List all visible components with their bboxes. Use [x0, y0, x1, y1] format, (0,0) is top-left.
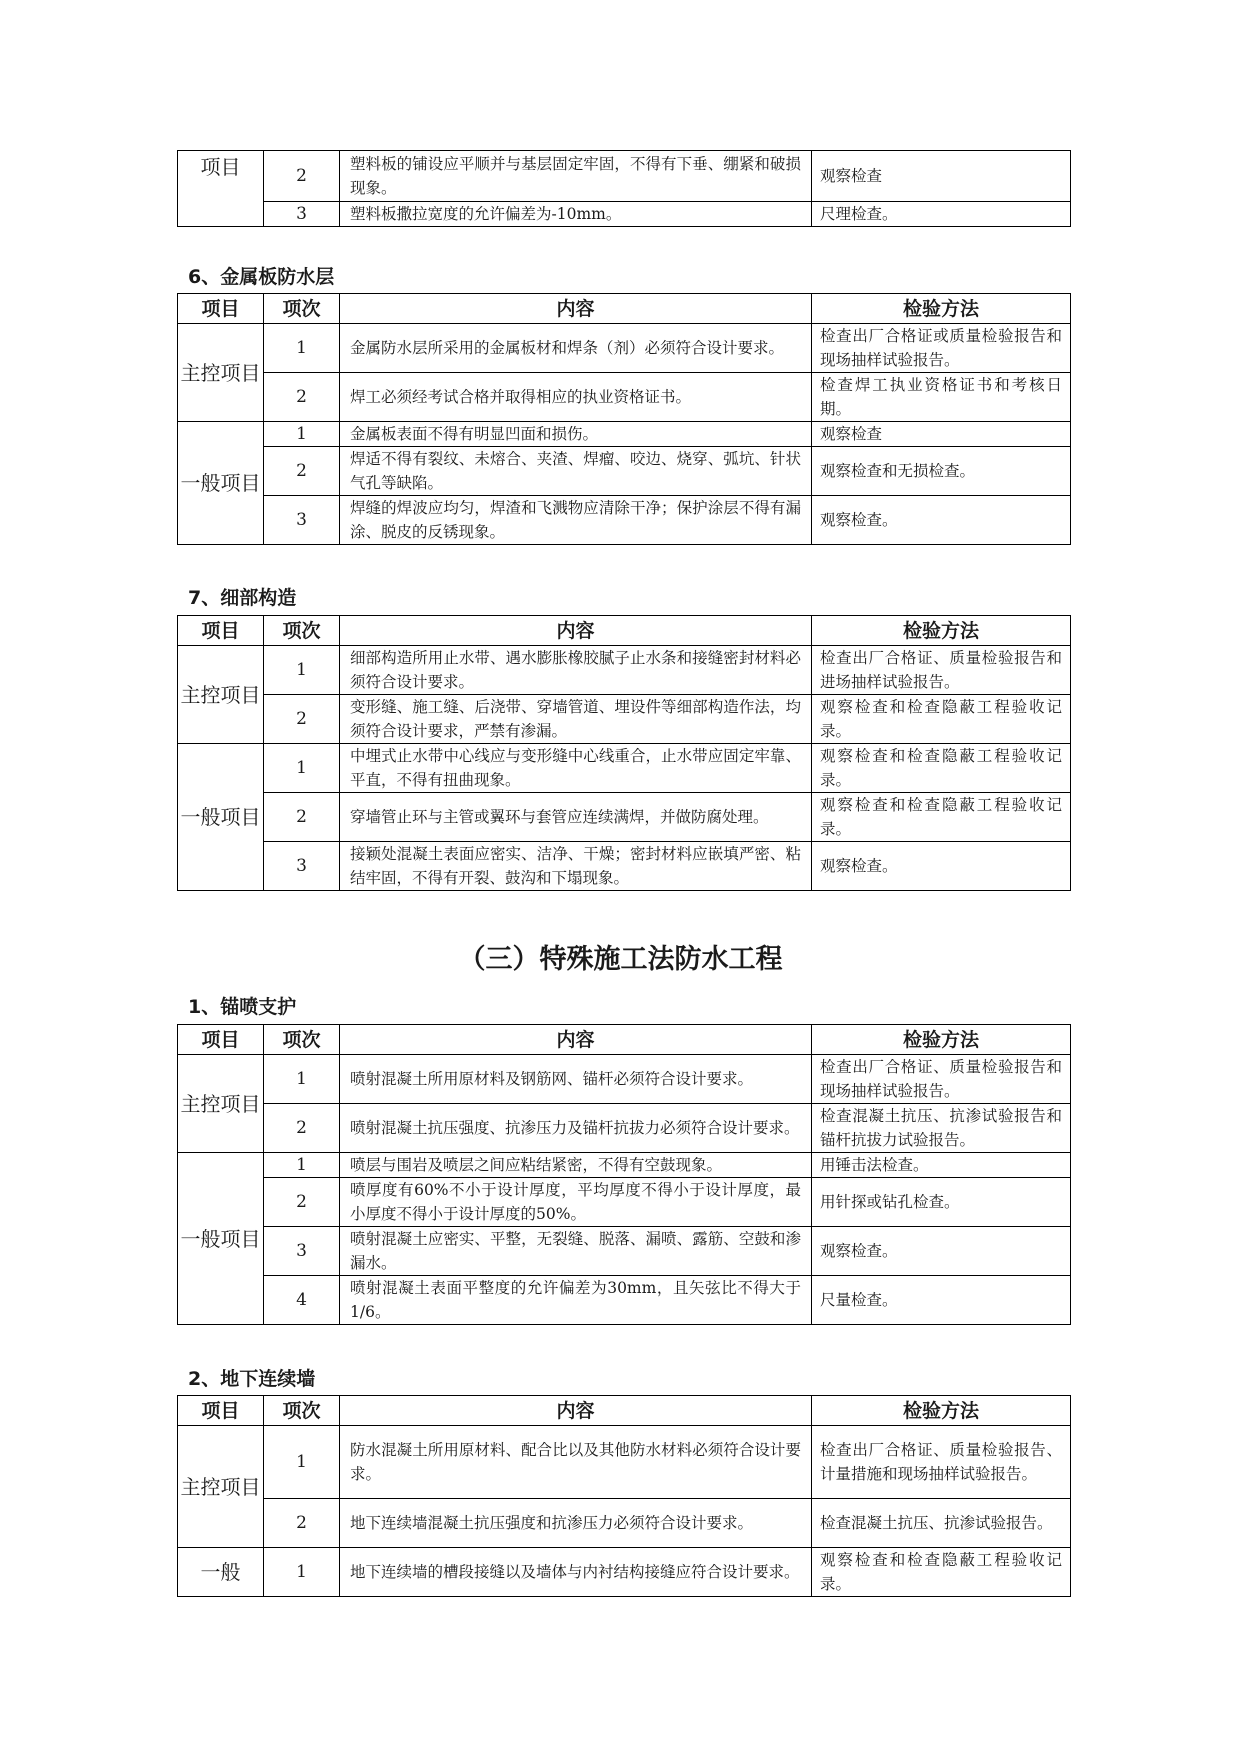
metal-plate-table-block: [177, 293, 1070, 545]
header-item: 项目: [178, 294, 264, 324]
item-method: 用针探或钻孔检查。: [812, 1178, 1071, 1227]
item-number: 1: [264, 324, 340, 373]
detail-construction-table: [177, 615, 1071, 891]
header-content: 内容: [340, 616, 812, 646]
category-cell: 主控项目: [178, 1426, 264, 1548]
item-number: 3: [264, 496, 340, 545]
item-method: 观察检查。: [812, 1227, 1071, 1276]
item-number: 3: [264, 1227, 340, 1276]
category-cell: 主控项目: [178, 324, 264, 422]
item-method: 观察检查和检查隐蔽工程验收记录。: [812, 695, 1071, 744]
category-cell: 一般项目: [178, 1153, 264, 1325]
table-row: [178, 842, 1071, 891]
table-row: [178, 1426, 1071, 1499]
item-content: 喷射混凝土应密实、平整，无裂缝、脱落、漏喷、露筋、空鼓和渗漏水。: [340, 1227, 812, 1276]
category-cell: 主控项目: [178, 646, 264, 744]
item-method: 观察检查。: [812, 496, 1071, 545]
table-header-row: [178, 294, 1071, 324]
header-item: 项目: [178, 616, 264, 646]
item-number: 3: [264, 842, 340, 891]
item-number: 4: [264, 1276, 340, 1325]
item-method: 观察检查。: [812, 842, 1071, 891]
item-content: 防水混凝土所用原材料、配合比以及其他防水材料必须符合设计要求。: [340, 1426, 812, 1499]
header-method: 检验方法: [812, 1025, 1071, 1055]
item-number: 1: [264, 744, 340, 793]
item-content: 塑料板的铺设应平顺并与基层固定牢固，不得有下垂、绷紧和破损现象。: [340, 151, 812, 202]
item-content: 接颖处混凝土表面应密实、洁净、干燥；密封材料应嵌填严密、粘结牢固，不得有开裂、鼓沟和下塌现象。: [340, 842, 812, 891]
item-content: 地下连续墙的槽段接缝以及墙体与内衬结构接缝应符合设计要求。: [340, 1548, 812, 1597]
diaphragm-wall-table-block: [177, 1395, 1070, 1597]
table-row: [178, 373, 1071, 422]
table-row: [178, 1104, 1071, 1153]
table-row: [178, 646, 1071, 695]
table-row: [178, 1178, 1071, 1227]
continued-table: [177, 150, 1071, 227]
detail-construction-table-block: [177, 615, 1070, 891]
item-content: 喷射混凝土所用原材料及钢筋网、锚杆必须符合设计要求。: [340, 1055, 812, 1104]
metal-plate-table: [177, 293, 1071, 545]
item-number: 1: [264, 646, 340, 695]
item-number: 2: [264, 447, 340, 496]
category-cell: 主控项目: [178, 1055, 264, 1153]
item-method: 用锤击法检查。: [812, 1153, 1071, 1178]
item-content: 变形缝、施工缝、后浇带、穿墙管道、埋设件等细部构造作法，均须符合设计要求，严禁有渗漏。: [340, 695, 812, 744]
header-content: 内容: [340, 294, 812, 324]
item-method: 检查出厂合格证、质量检验报告和进场抽样试验报告。: [812, 646, 1071, 695]
section-heading: 7、细部构造: [188, 587, 297, 609]
item-number: 2: [264, 695, 340, 744]
header-method: 检验方法: [812, 294, 1071, 324]
item-method: 检查出厂合格证、质量检验报告、计量措施和现场抽样试验报告。: [812, 1426, 1071, 1499]
shotcrete-table-block: [177, 1024, 1070, 1325]
item-method: 检查出厂合格证或质量检验报告和现场抽样试验报告。: [812, 324, 1071, 373]
table-row: [178, 1153, 1071, 1178]
table-header-row: [178, 1396, 1071, 1426]
table-header-row: [178, 616, 1071, 646]
shotcrete-table: [177, 1024, 1071, 1325]
category-cell: 一般项目: [178, 744, 264, 891]
item-number: 3: [264, 202, 340, 227]
table-header-row: [178, 1025, 1071, 1055]
item-number: 1: [264, 422, 340, 447]
table-row: [178, 447, 1071, 496]
item-content: 穿墙管止环与主管或翼环与套管应连续满焊，并做防腐处理。: [340, 793, 812, 842]
header-seq: 项次: [264, 1396, 340, 1426]
item-content: 喷层与围岩及喷层之间应粘结紧密，不得有空鼓现象。: [340, 1153, 812, 1178]
item-method: 检查混凝土抗压、抗渗试验报告。: [812, 1499, 1071, 1548]
table-row: [178, 202, 1071, 227]
item-number: 2: [264, 151, 340, 202]
item-content: 中埋式止水带中心线应与变形缝中心线重合，止水带应固定牢靠、平直，不得有扭曲现象。: [340, 744, 812, 793]
table-row: [178, 151, 1071, 202]
table-row: [178, 1499, 1071, 1548]
header-seq: 项次: [264, 294, 340, 324]
section-heading: 2、地下连续墙: [188, 1368, 316, 1390]
category-cell: 一般项目: [178, 422, 264, 545]
item-method: 观察检查和无损检查。: [812, 447, 1071, 496]
item-method: 尺量检查。: [812, 1276, 1071, 1325]
item-number: 1: [264, 1426, 340, 1499]
section-heading: 1、锚喷支护: [188, 996, 297, 1018]
table-row: [178, 1276, 1071, 1325]
header-method: 检验方法: [812, 616, 1071, 646]
diaphragm-wall-table: [177, 1395, 1071, 1597]
table-row: [178, 744, 1071, 793]
item-method: 观察检查和检查隐蔽工程验收记录。: [812, 1548, 1071, 1597]
table-row: [178, 422, 1071, 447]
header-seq: 项次: [264, 1025, 340, 1055]
table-row: [178, 695, 1071, 744]
table-row: [178, 324, 1071, 373]
section-heading: 6、金属板防水层: [188, 266, 335, 288]
item-content: 喷射混凝土抗压强度、抗渗压力及锚杆抗拔力必须符合设计要求。: [340, 1104, 812, 1153]
item-method: 尺理检查。: [812, 202, 1071, 227]
item-content: 金属防水层所采用的金属板材和焊条（剂）必须符合设计要求。: [340, 324, 812, 373]
item-content: 塑料板撒拉宽度的允许偏差为-10mm。: [340, 202, 812, 227]
item-number: 2: [264, 1499, 340, 1548]
item-number: 2: [264, 373, 340, 422]
header-item: 项目: [178, 1025, 264, 1055]
item-method: 观察检查和检查隐蔽工程验收记录。: [812, 744, 1071, 793]
category-cell: 项目: [178, 151, 264, 227]
item-content: 焊工必须经考试合格并取得相应的执业资格证书。: [340, 373, 812, 422]
item-number: 1: [264, 1055, 340, 1104]
table-row: [178, 1548, 1071, 1597]
item-method: 观察检查: [812, 422, 1071, 447]
item-number: 2: [264, 793, 340, 842]
table-row: [178, 1227, 1071, 1276]
header-content: 内容: [340, 1025, 812, 1055]
continued-table-block: [177, 150, 1070, 227]
item-method: 检查混凝土抗压、抗渗试验报告和锚杆抗拔力试验报告。: [812, 1104, 1071, 1153]
item-content: 喷厚度有60%不小于设计厚度，平均厚度不得小于设计厚度，最小厚度不得小于设计厚度的50%。: [340, 1178, 812, 1227]
item-content: 地下连续墙混凝土抗压强度和抗渗压力必须符合设计要求。: [340, 1499, 812, 1548]
header-content: 内容: [340, 1396, 812, 1426]
item-number: 1: [264, 1548, 340, 1597]
item-method: 观察检查: [812, 151, 1071, 202]
section-title: （三）特殊施工法防水工程: [458, 944, 783, 975]
header-item: 项目: [178, 1396, 264, 1426]
header-seq: 项次: [264, 616, 340, 646]
item-number: 1: [264, 1153, 340, 1178]
item-number: 2: [264, 1178, 340, 1227]
item-method: 观察检查和检查隐蔽工程验收记录。: [812, 793, 1071, 842]
item-content: 细部构造所用止水带、遇水膨胀橡胶腻子止水条和接缝密封材料必须符合设计要求。: [340, 646, 812, 695]
table-row: [178, 496, 1071, 545]
category-cell: 一般: [178, 1548, 264, 1597]
item-content: 喷射混凝土表面平整度的允许偏差为30mm，且矢弦比不得大于1/6。: [340, 1276, 812, 1325]
table-row: [178, 793, 1071, 842]
table-row: [178, 1055, 1071, 1104]
item-content: 焊缝的焊波应均匀，焊渣和飞溅物应清除干净；保护涂层不得有漏涂、脱皮的反锈现象。: [340, 496, 812, 545]
item-method: 检查焊工执业资格证书和考核日期。: [812, 373, 1071, 422]
item-number: 2: [264, 1104, 340, 1153]
item-content: 焊适不得有裂纹、未熔合、夹渣、焊瘤、咬边、烧穿、弧坑、针状气孔等缺陷。: [340, 447, 812, 496]
item-method: 检查出厂合格证、质量检验报告和现场抽样试验报告。: [812, 1055, 1071, 1104]
item-content: 金属板表面不得有明显凹面和损伤。: [340, 422, 812, 447]
header-method: 检验方法: [812, 1396, 1071, 1426]
